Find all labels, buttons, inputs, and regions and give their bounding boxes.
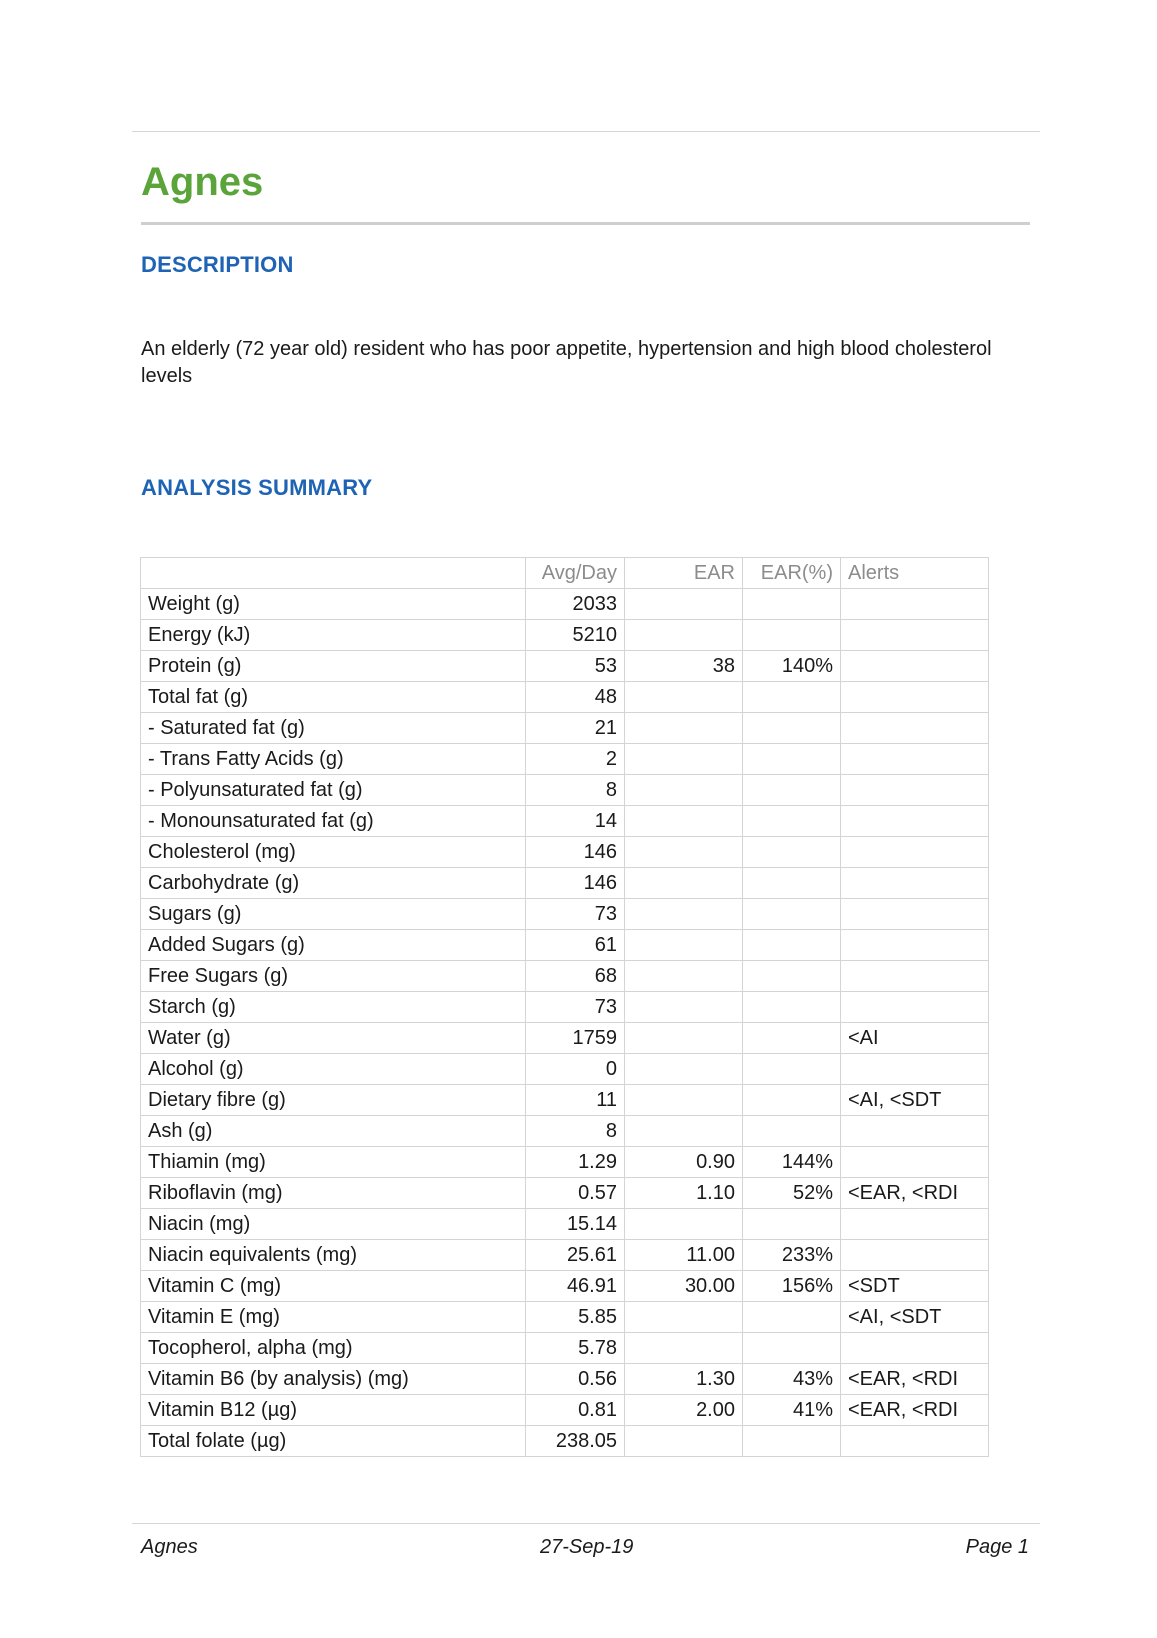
analysis-summary-heading: ANALYSIS SUMMARY [141,475,373,500]
ear-cell [625,713,743,744]
ear-cell [625,682,743,713]
avg-day-cell: 73 [526,899,625,930]
footer-divider [132,1523,1040,1524]
nutrient-name-cell: Starch (g) [141,992,526,1023]
alerts-cell [841,837,989,868]
table-row [141,1147,989,1178]
ear-cell [625,961,743,992]
avg-day-cell: 2 [526,744,625,775]
ear-cell: 2.00 [625,1395,743,1426]
alerts-cell [841,868,989,899]
avg-day-cell: 146 [526,837,625,868]
table-row [141,868,989,899]
table-row [141,651,989,682]
table-row [141,775,989,806]
nutrient-name-cell: Vitamin B12 (µg) [141,1395,526,1426]
table-row [141,744,989,775]
ear-percent-cell [743,1426,841,1457]
nutrient-name-cell: Tocopherol, alpha (mg) [141,1333,526,1364]
ear-cell: 11.00 [625,1240,743,1271]
ear-cell [625,1426,743,1457]
alerts-cell: <AI, <SDT [841,1085,989,1116]
alerts-cell [841,961,989,992]
table-row [141,837,989,868]
avg-day-cell: 146 [526,868,625,899]
ear-cell: 0.90 [625,1147,743,1178]
nutrient-name-cell: - Trans Fatty Acids (g) [141,744,526,775]
ear-percent-cell [743,992,841,1023]
alerts-cell [841,775,989,806]
ear-cell [625,837,743,868]
avg-day-cell: 8 [526,1116,625,1147]
ear-cell [625,775,743,806]
ear-percent-cell: 43% [743,1364,841,1395]
nutrient-name-cell: Ash (g) [141,1116,526,1147]
ear-percent-cell [743,1054,841,1085]
avg-day-cell: 8 [526,775,625,806]
header-ear: EAR [625,558,743,589]
nutrient-name-cell: Added Sugars (g) [141,930,526,961]
header-alerts: Alerts [841,558,989,589]
ear-percent-cell: 140% [743,651,841,682]
avg-day-cell: 25.61 [526,1240,625,1271]
alerts-cell [841,930,989,961]
table-row [141,1240,989,1271]
avg-day-cell: 238.05 [526,1426,625,1457]
alerts-cell [841,651,989,682]
avg-day-cell: 0 [526,1054,625,1085]
footer-date: 27-Sep-19 [540,1536,634,1558]
alerts-cell [841,713,989,744]
ear-percent-cell [743,744,841,775]
header-nutrient [141,558,526,589]
alerts-cell: <AI, <SDT [841,1302,989,1333]
alerts-cell [841,620,989,651]
ear-percent-cell [743,1209,841,1240]
ear-percent-cell [743,682,841,713]
table-row [141,1271,989,1302]
nutrient-name-cell: Water (g) [141,1023,526,1054]
ear-cell: 38 [625,651,743,682]
table-row [141,713,989,744]
alerts-cell [841,1209,989,1240]
ear-cell [625,930,743,961]
table-row [141,930,989,961]
nutrient-name-cell: Riboflavin (mg) [141,1178,526,1209]
ear-percent-cell [743,1023,841,1054]
ear-cell [625,1085,743,1116]
nutrient-name-cell: Sugars (g) [141,899,526,930]
table-row [141,1364,989,1395]
table-row [141,1178,989,1209]
ear-percent-cell [743,961,841,992]
ear-cell [625,899,743,930]
nutrient-name-cell: Carbohydrate (g) [141,868,526,899]
ear-percent-cell [743,589,841,620]
analysis-summary-table [140,557,989,1457]
nutrient-name-cell: Weight (g) [141,589,526,620]
ear-percent-cell [743,806,841,837]
avg-day-cell: 48 [526,682,625,713]
nutrient-name-cell: - Saturated fat (g) [141,713,526,744]
footer-document-name: Agnes [141,1536,198,1558]
ear-cell [625,806,743,837]
table-row [141,992,989,1023]
table-row [141,899,989,930]
avg-day-cell: 68 [526,961,625,992]
alerts-cell [841,899,989,930]
header-divider [132,131,1040,132]
avg-day-cell: 0.56 [526,1364,625,1395]
alerts-cell [841,589,989,620]
description-text: An elderly (72 year old) resident who has poor appetite, hypertension and high blood cholesterol levels [141,338,992,387]
nutrient-name-cell: Vitamin B6 (by analysis) (mg) [141,1364,526,1395]
header-avg-day: Avg/Day [526,558,625,589]
ear-percent-cell [743,868,841,899]
nutrient-name-cell: Thiamin (mg) [141,1147,526,1178]
ear-percent-cell: 144% [743,1147,841,1178]
nutrient-name-cell: Alcohol (g) [141,1054,526,1085]
ear-cell [625,1054,743,1085]
ear-cell: 30.00 [625,1271,743,1302]
ear-percent-cell: 233% [743,1240,841,1271]
ear-percent-cell: 52% [743,1178,841,1209]
avg-day-cell: 11 [526,1085,625,1116]
ear-percent-cell [743,1302,841,1333]
alerts-cell [841,1054,989,1085]
avg-day-cell: 0.81 [526,1395,625,1426]
ear-percent-cell [743,1333,841,1364]
avg-day-cell: 15.14 [526,1209,625,1240]
ear-cell [625,1023,743,1054]
avg-day-cell: 5210 [526,620,625,651]
avg-day-cell: 46.91 [526,1271,625,1302]
alerts-cell: <AI [841,1023,989,1054]
table-row [141,1085,989,1116]
ear-cell [625,1116,743,1147]
alerts-cell: <SDT [841,1271,989,1302]
table-row [141,589,989,620]
nutrient-name-cell: - Monounsaturated fat (g) [141,806,526,837]
avg-day-cell: 1759 [526,1023,625,1054]
alerts-cell [841,682,989,713]
ear-percent-cell [743,713,841,744]
alerts-cell [841,1333,989,1364]
table-row [141,1209,989,1240]
ear-percent-cell [743,1085,841,1116]
ear-cell [625,620,743,651]
avg-day-cell: 14 [526,806,625,837]
ear-cell [625,992,743,1023]
table-header-row [141,558,989,589]
avg-day-cell: 0.57 [526,1178,625,1209]
nutrient-name-cell: Niacin (mg) [141,1209,526,1240]
avg-day-cell: 5.85 [526,1302,625,1333]
alerts-cell: <EAR, <RDI [841,1178,989,1209]
ear-percent-cell [743,837,841,868]
nutrient-name-cell: Niacin equivalents (mg) [141,1240,526,1271]
nutrient-name-cell: Protein (g) [141,651,526,682]
avg-day-cell: 61 [526,930,625,961]
table-row [141,1302,989,1333]
ear-cell [625,1209,743,1240]
avg-day-cell: 53 [526,651,625,682]
avg-day-cell: 5.78 [526,1333,625,1364]
avg-day-cell: 21 [526,713,625,744]
alerts-cell [841,992,989,1023]
table-row [141,806,989,837]
alerts-cell: <EAR, <RDI [841,1364,989,1395]
nutrient-name-cell: Dietary fibre (g) [141,1085,526,1116]
table-row [141,1333,989,1364]
header-ear-percent: EAR(%) [743,558,841,589]
table-row [141,1426,989,1457]
nutrient-name-cell: Total folate (µg) [141,1426,526,1457]
title-underline [141,222,1030,225]
nutrient-name-cell: Vitamin E (mg) [141,1302,526,1333]
table-row [141,682,989,713]
ear-percent-cell [743,899,841,930]
table-row [141,1395,989,1426]
ear-percent-cell [743,775,841,806]
table-row [141,1054,989,1085]
table-row [141,1023,989,1054]
description-heading: DESCRIPTION [141,252,294,277]
nutrient-name-cell: Energy (kJ) [141,620,526,651]
alerts-cell [841,1426,989,1457]
ear-percent-cell: 41% [743,1395,841,1426]
nutrient-name-cell: Vitamin C (mg) [141,1271,526,1302]
ear-cell [625,589,743,620]
table-row [141,961,989,992]
alerts-cell: <EAR, <RDI [841,1395,989,1426]
nutrient-name-cell: Cholesterol (mg) [141,837,526,868]
nutrient-name-cell: Free Sugars (g) [141,961,526,992]
ear-cell [625,1302,743,1333]
avg-day-cell: 1.29 [526,1147,625,1178]
ear-percent-cell [743,1116,841,1147]
nutrient-name-cell: - Polyunsaturated fat (g) [141,775,526,806]
ear-cell [625,868,743,899]
ear-percent-cell [743,930,841,961]
ear-percent-cell [743,620,841,651]
ear-cell [625,1333,743,1364]
alerts-cell [841,1116,989,1147]
avg-day-cell: 73 [526,992,625,1023]
ear-cell: 1.10 [625,1178,743,1209]
alerts-cell [841,744,989,775]
footer-page-number: Page 1 [965,1536,1029,1558]
alerts-cell [841,1240,989,1271]
ear-cell: 1.30 [625,1364,743,1395]
document-title: Agnes [141,160,264,204]
ear-percent-cell: 156% [743,1271,841,1302]
alerts-cell [841,1147,989,1178]
nutrient-name-cell: Total fat (g) [141,682,526,713]
table-row [141,1116,989,1147]
table-row [141,620,989,651]
alerts-cell [841,806,989,837]
avg-day-cell: 2033 [526,589,625,620]
ear-cell [625,744,743,775]
